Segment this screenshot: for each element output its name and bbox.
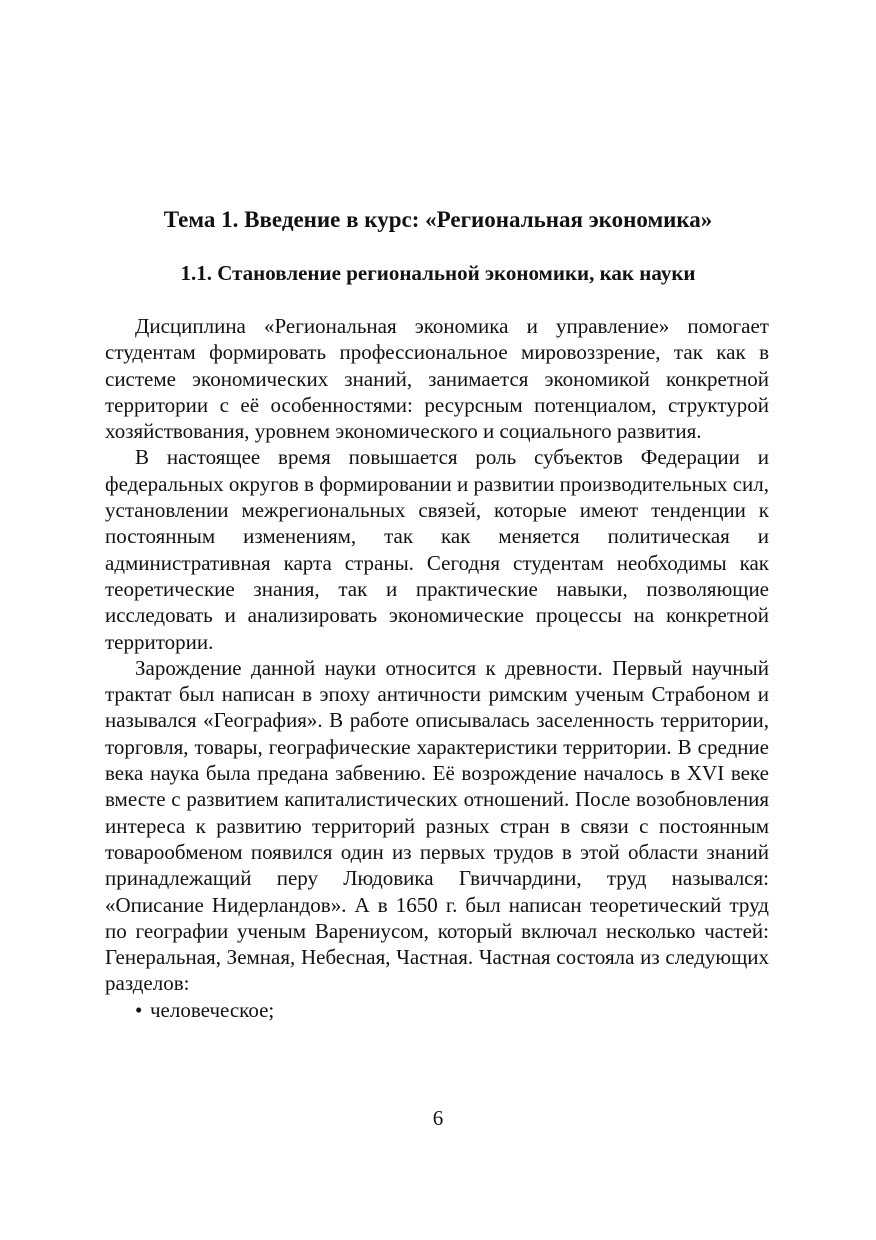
paragraph-3: Зарождение данной науки относится к древности. Первый научный трактат был написан в эпоху античности римским ученым Страбоном и назывался «География». В работе описывалась заселенность территории, торговля, товары, географические характеристики территории. В средние века наука была предана забвению. Её возрождение началось в XVI веке вместе с развитием капиталистических отношений. После возобновления интереса к развитию территорий разных стран в связи с постоянным товарообменом появился один из первых трудов в этой области знаний принадлежащий перу Людовика Гвиччардини, труд назывался: «Описание Нидерландов». А в 1650 г. был написан теоретический труд по географии ученым Варениусом, который включал несколько частей: Генеральная, Земная, Небесная, Частная. Частная состояла из следующих разделов: [105, 655, 769, 996]
list-item-text: человеческое; [150, 997, 275, 1022]
page-number: 6 [432, 1106, 444, 1130]
bullet-list [105, 997, 769, 1023]
paragraph-2: В настоящее время повышается роль субъектов Федерации и федеральных округов в формировании и развитии производительных сил, установлении межрегиональных связей, которые имеют тенденции к постоянным изменениям, так как меняется политическая и административная карта страны. Сегодня студентам необходимы как теоретические знания, так и практические навыки, позволяющие исследовать и анализировать экономические процессы на конкретной территории. [105, 445, 769, 654]
list-item [105, 997, 769, 1023]
paragraph-1: Дисциплина «Региональная экономика и управление» помогает студентам формировать профессиональное мировоззрение, так как в системе экономических знаний, занимается экономикой конкретной территории с её особенностями: ресурсным потенциалом, структурой хозяйствования, уровнем экономического и социального развития. [105, 314, 769, 444]
bullet-icon: • [135, 997, 143, 1022]
section-title: 1.1. Становление региональной экономики, как науки [180, 261, 696, 285]
body-text [105, 313, 769, 1023]
chapter-title: Тема 1. Введение в курс: «Региональная экономика» [163, 207, 713, 232]
